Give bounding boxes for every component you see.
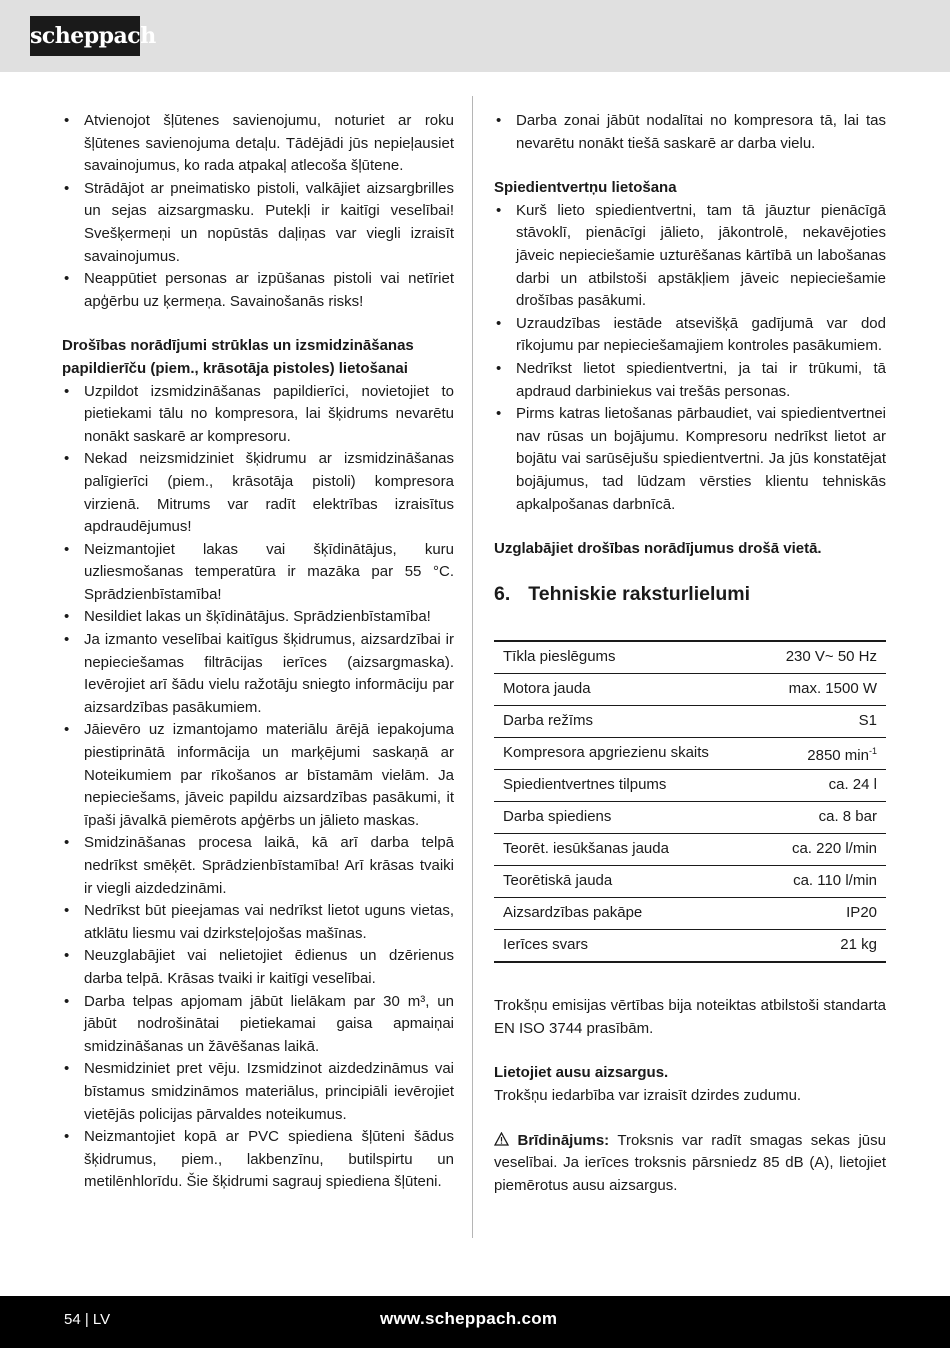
spec-label: Darba spiediens — [494, 802, 757, 834]
list-item: • Uzraudzības iestāde atsevišķā gadījumā var dod rīkojumu par nepieciešamajiem kontroles pasākumiem. — [494, 313, 886, 358]
spec-value-text: ca. 110 l/min — [793, 872, 877, 890]
list-item: • Nedrīkst būt pieejamas vai nedrīkst lietot uguns vietas, atklātu liesmu vai dzirksteļojošas mašīnas. — [62, 900, 454, 945]
safety-list-2 — [62, 381, 454, 1194]
ear-protection-heading: Lietojiet ausu aizsargus. — [494, 1064, 669, 1082]
spec-value-text: ca. 220 l/min — [791, 840, 877, 858]
page-number: 54 | LV — [64, 1311, 111, 1328]
noise-text: Trokšņu emisijas vērtības bija noteiktas atbilstoši standarta EN ISO 3744 prasībām. — [494, 997, 886, 1037]
website-link[interactable]: www.scheppach.com — [380, 1309, 558, 1328]
spec-value — [757, 674, 886, 706]
warning-triangle-icon — [494, 1132, 509, 1146]
page-footer — [0, 1296, 950, 1348]
list-item: • Darba telpas apjomam jābūt lielākam par 30 m³, un jābūt nodrošinātai pietiekamai gaisa apmaiņai smidzināšanas un žāvēšanas laikā. — [62, 991, 454, 1059]
spec-value-text: 2850 min — [807, 746, 869, 764]
spec-row — [494, 898, 886, 930]
list-item: • Jāievēro uz izmantojamo materiālu ārējā iepakojuma piestiprinātā informācija un marķējumi saskaņā ar Noteikumiem par rīkošanos ar bīstamām vielām. Ja nepieciešams, jāveic papildu aizsardzības pasākumi, it īpaši jāvalkā piemērots apģērbs un jālieto maskas. — [62, 719, 454, 832]
list-item: • Neizmantojiet kopā ar PVC spiediena šļūteni šādus šķidrumus, piem., lakbenzīnu, butilspirtu un metilēnhlorīdu. Šie šķidrumi sagrauj spiediena šļūteni. — [62, 1126, 454, 1194]
spec-label: Motora jauda — [494, 674, 757, 706]
list-item: • Nesmidziniet pret vēju. Izsmidzinot aizdedzināmus vai bīstamus smidzināmos materiālus, principiāli ievērojiet vietējās policijas pārvaldes noteikumus. — [62, 1058, 454, 1126]
list-item: • Pirms katras lietošanas pārbaudiet, vai spiedientvertnei nav rūsas un bojājumu. Kompresoru nedrīkst lietot ar bojātu vai sarūsējušu spiedientvertni. Ja jūs konstatējat bojājumus, tad lūdzam vērsties klientu tehniskās apkalpošanas darbnīcā. — [494, 403, 886, 516]
ear-protection-text: Trokšņu iedarbība var izraisīt dzirdes zudumu. — [494, 1087, 802, 1105]
list-item: • Strādājot ar pneimatisko pistoli, valkājiet aizsargbrilles un sejas aizsargmasku. Putekļi ir kaitīgi veselībai! Svešķermeņi un nopūstās daļiņas var viegli izraisīt savainojumus. — [62, 178, 454, 268]
spec-row — [494, 641, 886, 674]
list-item: • Neuzglabājiet vai nelietojiet ēdienus un dzērienus darba telpā. Krāsas tvaiki ir kaitīgi veselībai. — [62, 945, 454, 990]
spec-label: Teorētiskā jauda — [494, 866, 757, 898]
spec-label: Aizsardzības pakāpe — [494, 898, 757, 930]
spec-label: Ierīces svars — [494, 930, 757, 963]
spec-label: Teorēt. iesūkšanas jauda — [494, 834, 757, 866]
section-heading-vessels: Spiedientvertņu lietošana — [494, 179, 677, 197]
list-item: • Nekad neizsmidziniet šķidrumu ar izsmidzināšanas palīgierīci (piem., krāsotāja pistoli) kompresora virzienā. Mitrums var radīt elektrības izraisītus apdraudējumus! — [62, 448, 454, 538]
column-divider — [472, 96, 473, 1238]
page-header — [0, 0, 950, 72]
spec-value — [757, 898, 886, 930]
work-zone-list — [494, 110, 886, 155]
spec-value-text: IP20 — [846, 904, 877, 922]
spec-row — [494, 674, 886, 706]
spec-value-text: ca. 8 bar — [818, 808, 877, 826]
safety-list-1 — [62, 110, 454, 313]
section-number: 6. — [494, 582, 511, 605]
warning-text: Troksnis var radīt smagas sekas jūsu veselībai. Ja ierīces troksnis pārsniedz 85 dB (A), lietojiet piemērotus ausu aizsargus. — [494, 1131, 886, 1194]
spec-label: Kompresora apgriezienu skaits — [494, 738, 757, 770]
brand-logo: scheppach — [30, 16, 140, 56]
list-item: • Uzpildot izsmidzināšanas papildierīci, novietojiet to pietiekami tālu no kompresora, lai šķidrums nevarētu nonākt saskarē ar kompresoru. — [62, 381, 454, 449]
spec-value — [757, 834, 886, 866]
spec-value — [757, 930, 886, 963]
spec-value-text: 21 kg — [840, 936, 877, 954]
vessel-list — [494, 200, 886, 516]
spec-label: Tīkla pieslēgums — [494, 641, 757, 674]
list-item: • Nedrīkst lietot spiedientvertni, ja tai ir trūkumi, tā apdraud darbiniekus vai trešās personas. — [494, 358, 886, 403]
storage-note: Uzglabājiet drošības norādījumus drošā vietā. — [494, 540, 822, 558]
spec-value — [757, 641, 886, 674]
spec-label: Darba režīms — [494, 706, 757, 738]
spec-row — [494, 802, 886, 834]
section-title — [494, 583, 886, 606]
list-item: • Kurš lieto spiedientvertni, tam tā jāuztur pienācīgā stāvoklī, pienācīgi jālieto, jākontrolē, nekavējoties jāveic nepieciešamie uzturēšanas kārtībā un labošanas darbi un atbilstoši apstākļiem jāveic nepieciešamie drošības pasākumi. — [494, 200, 886, 313]
section-title-text: Tehniskie raksturlielumi — [528, 582, 751, 605]
list-item: • Neizmantojiet lakas vai šķīdinātājus, kuru uzliesmošanas temperatūra ir mazāka par 55 °C. Sprādzienbīstamība! — [62, 539, 454, 607]
spec-value-text: S1 — [858, 712, 877, 730]
spec-table — [494, 640, 886, 963]
list-item: • Neappūtiet personas ar izpūšanas pistoli vai netīriet apģērbu uz ķermeņa. Savainošanās risks! — [62, 268, 454, 313]
spec-label: Spiedientvertnes tilpums — [494, 770, 757, 802]
spec-row — [494, 866, 886, 898]
list-item: • Atvienojot šļūtenes savienojumu, noturiet ar roku šļūtenes savienojuma detaļu. Tādējādi jūs nepieļausiet savainojumus, ko rada atpakaļ atlecoša šļūtene. — [62, 110, 454, 178]
left-column — [62, 110, 454, 1194]
spec-value — [757, 770, 886, 802]
section-heading-spray: Drošības norādījumi strūklas un izsmidzināšanas papildierīču (piem., krāsotāja pistoles) lietošanai — [62, 337, 414, 377]
list-item: • Nesildiet lakas un šķīdinātājus. Sprādzienbīstamība! — [62, 606, 454, 629]
right-column — [494, 110, 886, 1197]
spec-row — [494, 706, 886, 738]
list-item: • Ja izmanto veselībai kaitīgus šķidrumus, aizsardzībai ir nepieciešamas filtrācijas ierīces (aizsargmaska). Ievērojiet arī šādu vielu ražotāju sniegto informāciju par aizsardzības pasākumiem. — [62, 629, 454, 719]
spec-value-text: ca. 24 l — [828, 776, 877, 794]
spec-row — [494, 770, 886, 802]
spec-value-superscript: -1 — [868, 745, 877, 756]
list-item: • Smidzināšanas procesa laikā, kā arī darba telpā nedrīkst smēķēt. Sprādzienbīstamība! Arī krāsas tvaiki ir viegli aizdedzināmi. — [62, 832, 454, 900]
spec-row — [494, 834, 886, 866]
list-item: • Darba zonai jābūt nodalītai no kompresora tā, lai tas nevarētu nonākt tiešā saskarē ar darba vielu. — [494, 110, 886, 155]
spec-value — [757, 738, 886, 770]
spec-value — [757, 866, 886, 898]
spec-value — [757, 802, 886, 834]
spec-value-text: 230 V~ 50 Hz — [785, 648, 877, 666]
spec-value — [757, 706, 886, 738]
spec-value-text: max. 1500 W — [788, 680, 877, 698]
spec-row — [494, 930, 886, 963]
warning-label: Brīdinājums: — [517, 1131, 610, 1149]
warning-paragraph — [494, 1130, 886, 1198]
spec-row — [494, 738, 886, 770]
